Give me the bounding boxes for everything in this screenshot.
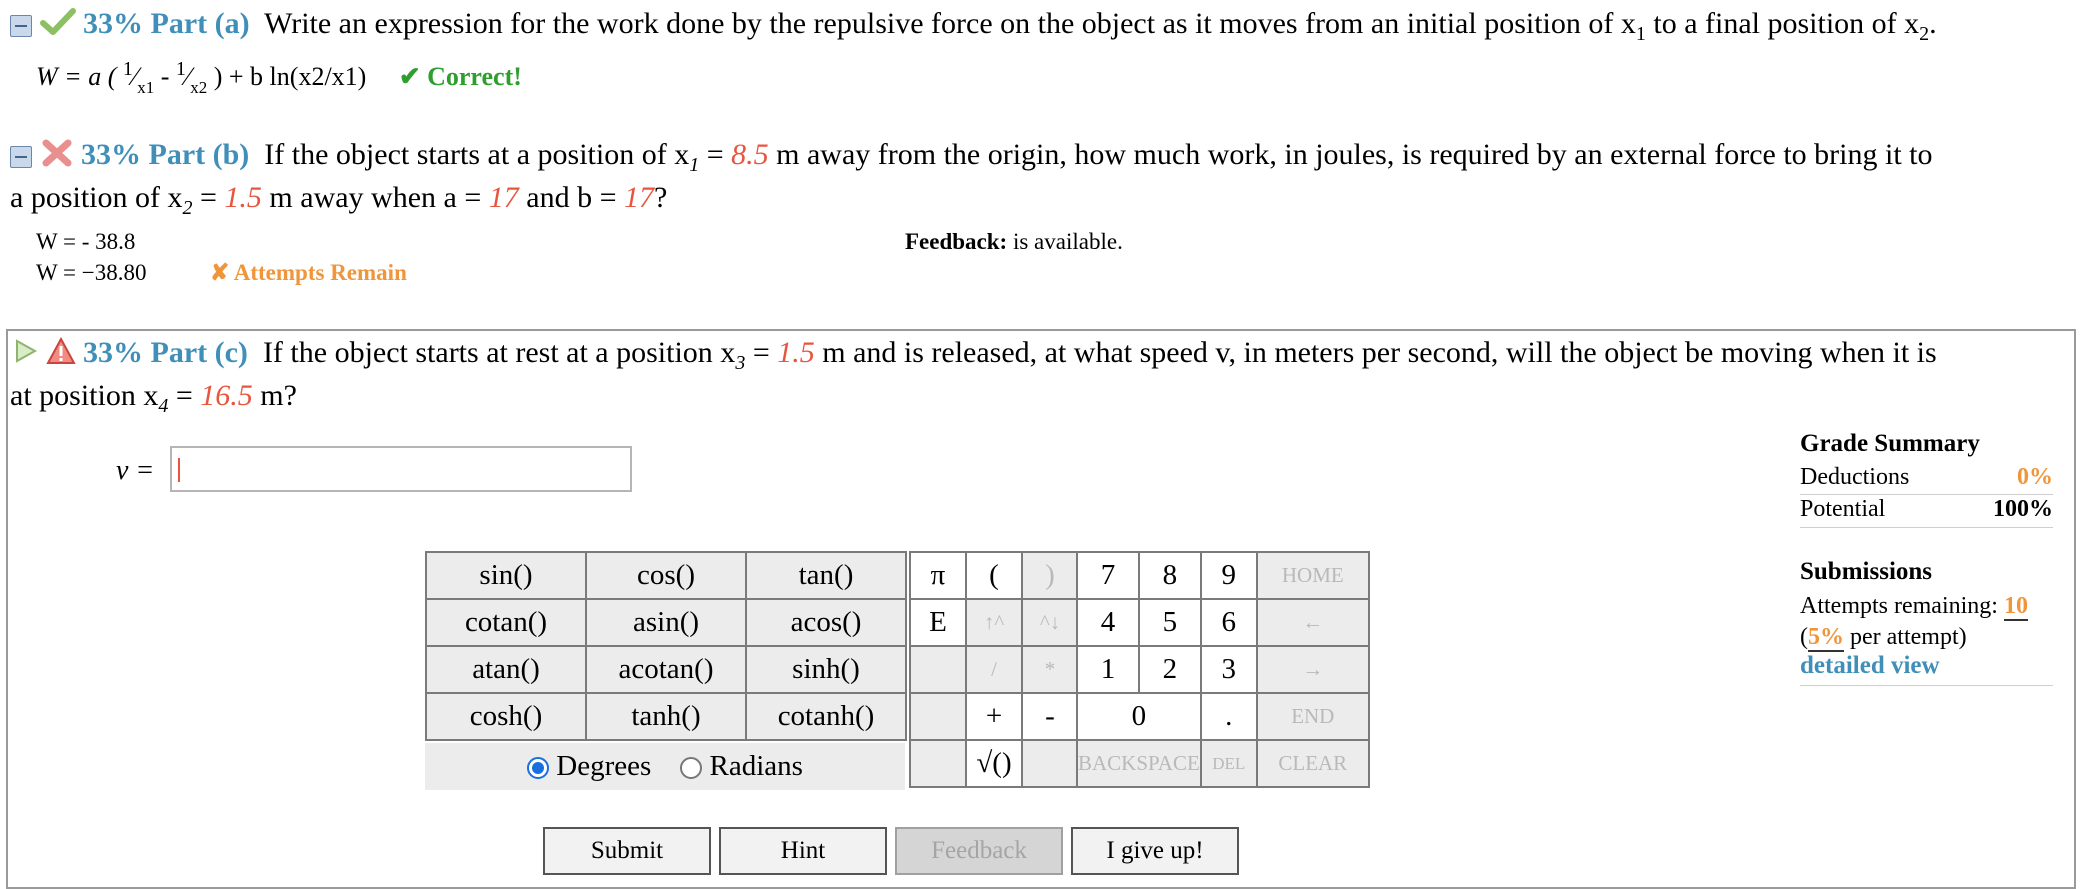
text-caret xyxy=(178,458,180,482)
key-close-paren[interactable]: ) xyxy=(1022,552,1078,599)
part-b-header xyxy=(10,137,1933,183)
part-b-percent: 33% xyxy=(81,138,141,171)
key-tanh[interactable]: tanh() xyxy=(586,693,746,740)
key-sinh[interactable]: sinh() xyxy=(746,646,906,693)
part-a-answer: W = a ( $^1⁄_{x1}$ - $^1⁄_{x2}$ ) + b ln(x2/x1) ✔ Correct! xyxy=(36,58,522,97)
key-acotan[interactable]: acotan() xyxy=(586,646,746,693)
radians-radio[interactable] xyxy=(680,757,702,779)
part-c-percent: 33% xyxy=(83,336,143,369)
key-minus[interactable]: - xyxy=(1022,693,1078,740)
key-4[interactable]: 4 xyxy=(1077,599,1139,646)
part-c-header xyxy=(14,335,1937,381)
part-b-question-line1: If the object starts at a position of $x_1 = 8.5$ m away from the origin, how much work, in joules, is required by an external force to bring it to xyxy=(264,138,1933,176)
checkmark-icon xyxy=(40,8,76,45)
warning-icon xyxy=(46,337,76,374)
function-keypad xyxy=(425,551,907,741)
attempts-value: 10 xyxy=(2003,593,2028,619)
per-attempt: (5% per attempt) xyxy=(1800,624,1967,650)
potential-value: 100% xyxy=(1993,496,2053,522)
key-7[interactable]: 7 xyxy=(1077,552,1139,599)
collapse-icon[interactable] xyxy=(10,15,32,37)
key-sin[interactable]: sin() xyxy=(426,552,586,599)
operator-keypad xyxy=(909,551,1079,788)
key-cotanh[interactable]: cotanh() xyxy=(746,693,906,740)
part-c-label: Part (c) xyxy=(150,336,248,369)
key-multiply[interactable]: * xyxy=(1022,646,1078,693)
deductions-value: 0% xyxy=(2017,464,2053,490)
feedback-button[interactable]: Feedback xyxy=(895,827,1063,875)
key-blank xyxy=(910,693,966,740)
submit-button[interactable]: Submit xyxy=(543,827,711,875)
part-a-header xyxy=(10,6,1937,52)
part-a-label: Part (a) xyxy=(150,7,250,40)
hint-button[interactable]: Hint xyxy=(719,827,887,875)
key-3[interactable]: 3 xyxy=(1201,646,1257,693)
give-up-button[interactable]: I give up! xyxy=(1071,827,1239,875)
key-superscript-up[interactable]: ↑^ xyxy=(966,599,1022,646)
part-a-question: Write an expression for the work done by the repulsive force on the object as it moves from an initial position of $x_1$ to a final position of $x_2$. xyxy=(264,7,1937,45)
key-open-paren[interactable]: ( xyxy=(966,552,1022,599)
key-del[interactable]: DEL xyxy=(1201,740,1257,787)
key-home[interactable]: HOME xyxy=(1257,552,1369,599)
key-0[interactable]: 0 xyxy=(1077,693,1201,740)
key-blank xyxy=(910,740,966,787)
radians-label[interactable]: Radians xyxy=(709,750,803,782)
attempts-remaining: Attempts remaining: 10 xyxy=(1800,593,2028,619)
key-cos[interactable]: cos() xyxy=(586,552,746,599)
correct-status: ✔ Correct! xyxy=(398,62,522,91)
key-right-arrow[interactable]: → xyxy=(1257,646,1369,693)
angle-mode-selector xyxy=(425,743,905,790)
submissions-title: Submissions xyxy=(1800,558,1933,585)
key-end[interactable]: END xyxy=(1257,693,1369,740)
key-cotan[interactable]: cotan() xyxy=(426,599,586,646)
digit-keypad xyxy=(1076,551,1370,788)
feedback-available: Feedback: is available. xyxy=(905,229,1123,254)
part-b-label: Part (b) xyxy=(148,138,250,171)
part-a-percent: 33% xyxy=(83,7,143,40)
detailed-view-link[interactable]: detailed view xyxy=(1800,652,1940,679)
key-1[interactable]: 1 xyxy=(1077,646,1139,693)
input-label: v = xyxy=(116,455,155,486)
incorrect-icon xyxy=(40,138,74,177)
part-c-question-line2: at position $x_4 = 16.5$ m? xyxy=(10,379,297,417)
grade-summary-title: Grade Summary xyxy=(1800,430,1980,457)
part-c-question-line1: If the object starts at rest at a position $x_3 = 1.5$ m and is released, at what speed v, in meters per second, will the object be moving when it is xyxy=(262,336,1937,374)
key-blank xyxy=(910,646,966,693)
collapse-icon[interactable] xyxy=(10,146,32,168)
key-e[interactable]: E xyxy=(910,599,966,646)
key-acos[interactable]: acos() xyxy=(746,599,906,646)
key-cosh[interactable]: cosh() xyxy=(426,693,586,740)
key-backspace[interactable]: BACKSPACE xyxy=(1077,740,1201,787)
key-left-arrow[interactable]: ← xyxy=(1257,599,1369,646)
key-5[interactable]: 5 xyxy=(1139,599,1201,646)
key-clear[interactable]: CLEAR xyxy=(1257,740,1369,787)
key-8[interactable]: 8 xyxy=(1139,552,1201,599)
key-sqrt[interactable]: √() xyxy=(966,740,1022,787)
degrees-label[interactable]: Degrees xyxy=(556,750,652,782)
key-blank xyxy=(1022,740,1078,787)
degrees-radio[interactable] xyxy=(527,757,549,779)
deductions-row: Deductions 0% xyxy=(1800,464,2053,490)
divider xyxy=(1800,685,2053,686)
divider xyxy=(1800,527,2053,528)
key-9[interactable]: 9 xyxy=(1201,552,1257,599)
key-superscript-down[interactable]: ^↓ xyxy=(1022,599,1078,646)
part-b-answer-formatted: W = −38.80 xyxy=(36,260,147,285)
key-atan[interactable]: atan() xyxy=(426,646,586,693)
key-divide[interactable]: / xyxy=(966,646,1022,693)
key-dot[interactable]: . xyxy=(1201,693,1257,740)
key-tan[interactable]: tan() xyxy=(746,552,906,599)
play-icon[interactable] xyxy=(14,337,38,373)
part-b-answer-raw: W = - 38.8 xyxy=(36,229,136,254)
key-6[interactable]: 6 xyxy=(1201,599,1257,646)
part-b-question-line2: a position of $x_2 = 1.5$ m away when a = 17 and b = 17? xyxy=(10,181,668,219)
potential-row: Potential 100% xyxy=(1800,496,2053,522)
key-asin[interactable]: asin() xyxy=(586,599,746,646)
key-plus[interactable]: + xyxy=(966,693,1022,740)
key-pi[interactable]: π xyxy=(910,552,966,599)
answer-input[interactable] xyxy=(170,446,632,492)
attempts-remain-status: ✘ Attempts Remain xyxy=(210,260,407,285)
key-2[interactable]: 2 xyxy=(1139,646,1201,693)
